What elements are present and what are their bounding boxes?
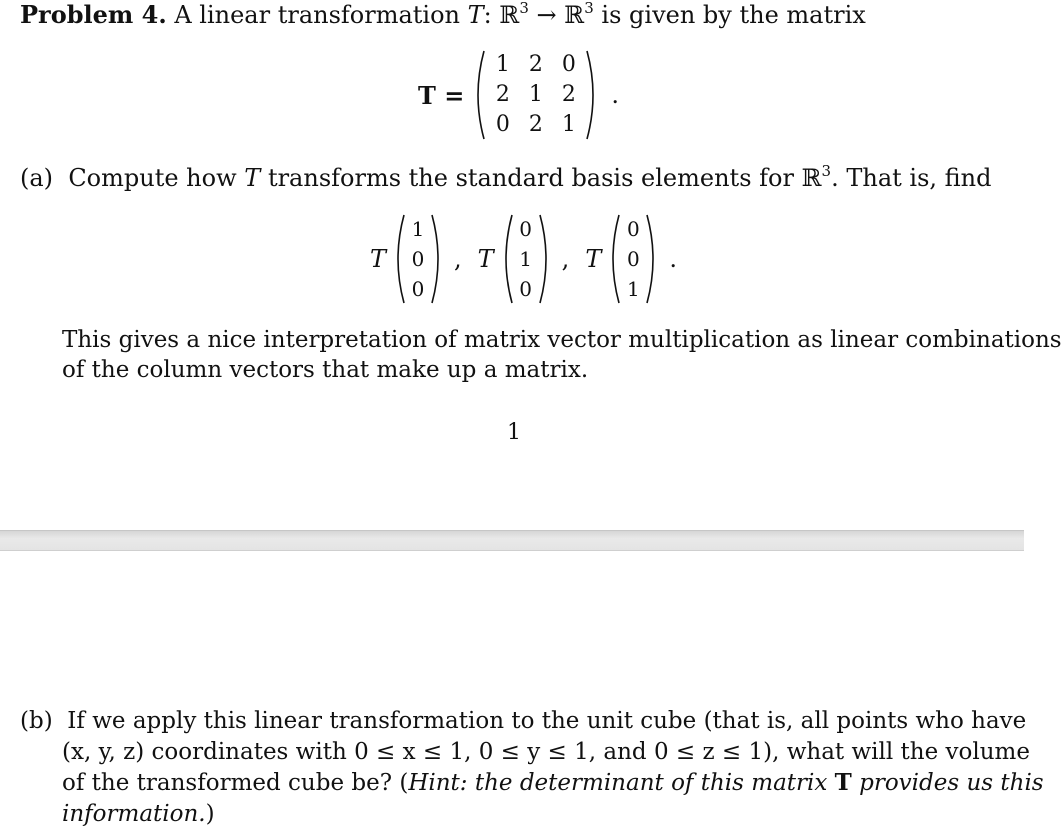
part-a-T: T xyxy=(244,164,261,192)
part-b-text-3a: of the transformed cube be? ( xyxy=(62,770,409,796)
vector-e2 xyxy=(478,213,570,305)
part-b-line-4 xyxy=(62,799,215,829)
problem-intro-a: A linear transformation xyxy=(174,1,460,29)
matrix-entry: 1 xyxy=(561,112,576,137)
problem-label: Problem 4. xyxy=(20,0,167,29)
vector-entry: 0 xyxy=(519,277,533,301)
page-gap xyxy=(0,530,1024,551)
left-paren xyxy=(470,49,486,141)
part-b-close: ) xyxy=(205,801,215,827)
vector-entries xyxy=(406,214,430,304)
problem-R-domain: ℝ xyxy=(499,1,520,29)
page-number: 1 xyxy=(507,420,521,445)
matrix-lhs: T = xyxy=(418,80,465,110)
matrix-entry: 2 xyxy=(495,82,510,107)
right-paren xyxy=(538,213,554,305)
problem-colon: : xyxy=(483,1,492,29)
vector-entries xyxy=(514,214,538,304)
matrix-entry: 2 xyxy=(528,52,543,77)
matrix-grid xyxy=(486,50,585,140)
problem-exp-domain: 3 xyxy=(519,0,529,17)
part-a-R: ℝ xyxy=(801,164,822,192)
vector-entry: 1 xyxy=(411,217,425,241)
vector-entries xyxy=(621,214,645,304)
vector-entry: 0 xyxy=(411,277,425,301)
problem-R-codomain: ℝ xyxy=(564,1,585,29)
problem-heading-line xyxy=(20,0,866,30)
matrix-entry: 2 xyxy=(561,82,576,107)
vector-T: T xyxy=(477,245,494,273)
part-b-hint-2: provides us this xyxy=(859,770,1044,796)
vector-e1 xyxy=(370,213,462,305)
vector-entry: 0 xyxy=(626,217,640,241)
interp-line-1: This gives a nice interpretation of matrix vector multiplication as linear combinations xyxy=(62,327,1062,353)
page-2 xyxy=(0,551,1044,830)
part-b-line-3 xyxy=(62,768,1044,798)
part-b-line-2: (x, y, z) coordinates with 0 ≤ x ≤ 1, 0 ≤ y ≤ 1, and 0 ≤ z ≤ 1), what will the volume xyxy=(62,739,1030,765)
problem-intro-b: is given by the matrix xyxy=(601,1,866,29)
matrix-entry: 0 xyxy=(561,52,576,77)
part-b-label: (b) xyxy=(20,708,53,734)
matrix-entry: 1 xyxy=(495,52,510,77)
left-paren xyxy=(498,213,514,305)
part-b-hint: Hint: the determinant of this matrix xyxy=(408,770,828,796)
vector-T: T xyxy=(370,245,387,273)
part-a-text-b: transforms the standard basis elements for xyxy=(267,164,794,192)
left-paren xyxy=(390,213,406,305)
matrix-period: . xyxy=(611,81,619,109)
part-b-text-1: If we apply this linear transformation to the unit cube (that is, all points who have xyxy=(67,708,1027,734)
part-a-line xyxy=(20,163,991,193)
part-a-text-a: Compute how xyxy=(68,164,237,192)
problem-exp-codomain: 3 xyxy=(584,0,594,17)
left-paren xyxy=(605,213,621,305)
vector-e3 xyxy=(585,213,677,305)
vector-entry: 0 xyxy=(411,247,425,271)
basis-vectors xyxy=(370,212,693,306)
right-paren xyxy=(585,49,601,141)
vector-comma: , xyxy=(561,245,570,273)
vector-entry: 1 xyxy=(626,277,640,301)
vector-entry: 1 xyxy=(519,247,533,271)
interp-line-2: of the column vectors that make up a matrix. xyxy=(62,357,589,383)
vector-entry: 0 xyxy=(519,217,533,241)
problem-T: T xyxy=(467,1,484,29)
problem-arrow: → xyxy=(536,1,557,29)
part-b-T: T xyxy=(834,769,852,796)
matrix-entry: 1 xyxy=(528,82,543,107)
vector-T: T xyxy=(585,245,602,273)
part-a-text-c: . That is, find xyxy=(831,164,992,192)
matrix-entry: 2 xyxy=(528,112,543,137)
right-paren xyxy=(645,213,661,305)
part-a-exp: 3 xyxy=(821,162,832,180)
vector-comma: , xyxy=(454,245,462,273)
part-b-line-1 xyxy=(20,706,1026,736)
vector-period: . xyxy=(669,245,677,273)
right-paren xyxy=(430,213,446,305)
matrix-equation xyxy=(418,49,619,141)
vector-entry: 0 xyxy=(626,247,640,271)
part-a-label: (a) xyxy=(20,164,54,192)
part-b-hint-3: information. xyxy=(62,801,206,827)
matrix-entry: 0 xyxy=(495,112,510,137)
